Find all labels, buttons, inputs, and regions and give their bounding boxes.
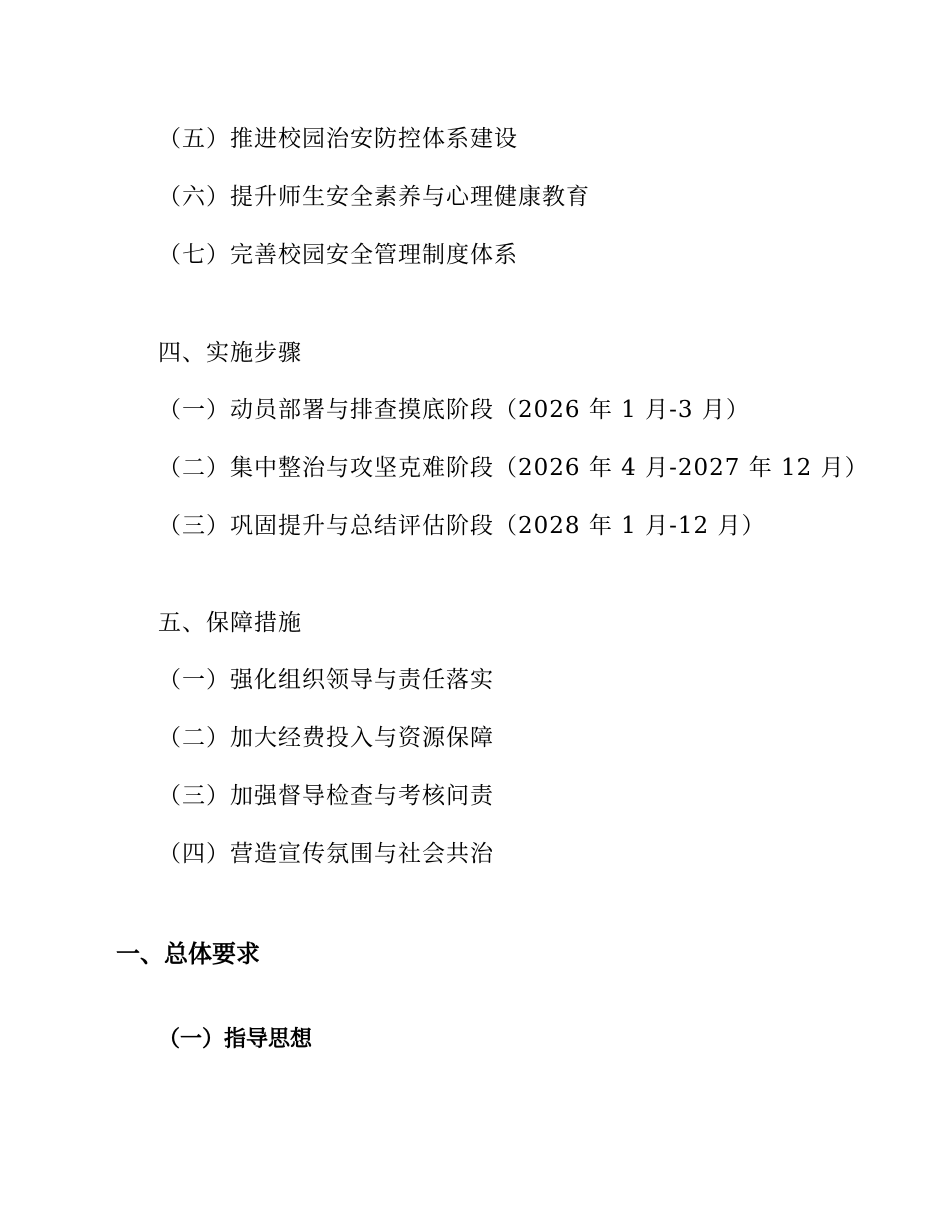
toc-item-section4-3: （三）巩固提升与总结评估阶段（2028 年 1 月-12 月） xyxy=(158,513,766,539)
toc-item-section3-5: （五）推进校园治安防控体系建设 xyxy=(158,126,518,152)
toc-item-section5-4: （四）营造宣传氛围与社会共治 xyxy=(158,841,494,867)
toc-item-section5-1: （一）强化组织领导与责任落实 xyxy=(158,667,494,693)
body-subheading: （一）指导思想 xyxy=(158,1027,313,1052)
toc-item-section4-1: （一）动员部署与排查摸底阶段（2026 年 1 月-3 月） xyxy=(158,397,750,423)
body-heading: 一、总体要求 xyxy=(116,940,260,968)
toc-item-section5-2: （二）加大经费投入与资源保障 xyxy=(158,725,494,751)
toc-item-section3-7: （七）完善校园安全管理制度体系 xyxy=(158,242,518,268)
toc-section5-title: 五、保障措施 xyxy=(158,610,302,636)
toc-item-section5-3: （三）加强督导检查与考核问责 xyxy=(158,783,494,809)
toc-section4-title: 四、实施步骤 xyxy=(158,340,302,366)
toc-item-section4-2: （二）集中整治与攻坚克难阶段（2026 年 4 月-2027 年 12 月） xyxy=(158,455,869,481)
toc-item-section3-6: （六）提升师生安全素养与心理健康教育 xyxy=(158,184,590,210)
